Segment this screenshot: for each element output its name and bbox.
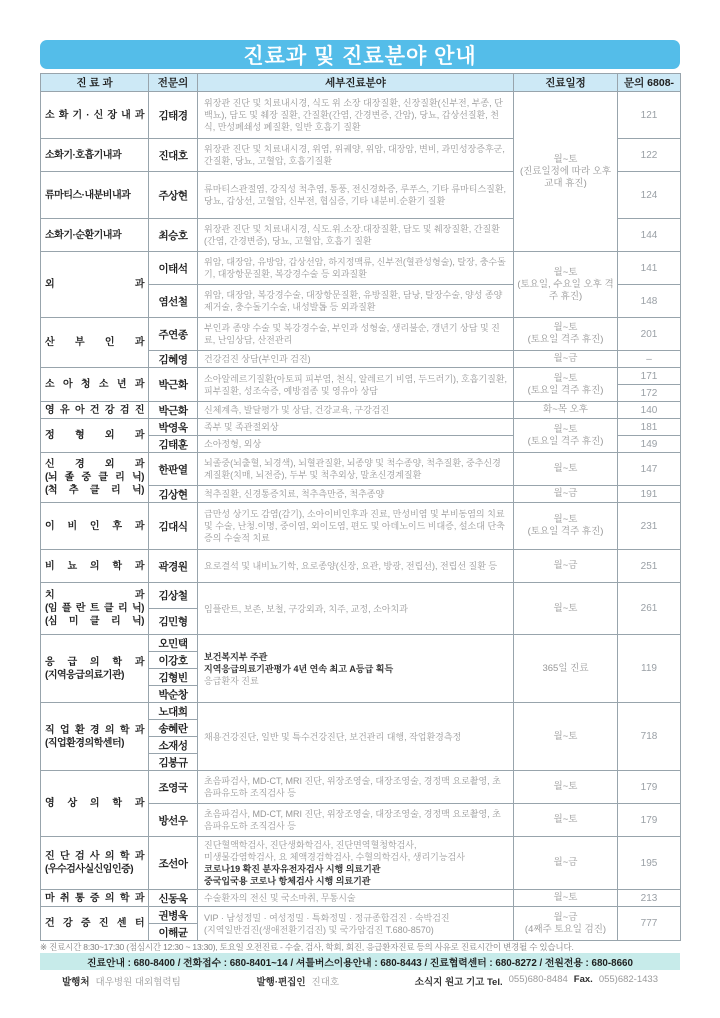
- hours-footnote: ※ 진료시간 8:30~17:30 (점심시간 12:30 ~ 13:30), 토요일 오전진료 - 수술, 검사, 학회, 회진, 응급환자진료 등의 사유로 진료시간이 변경될 수 있습니다.: [40, 942, 574, 952]
- doctor-cell: 곽경원: [149, 550, 198, 583]
- details-cell: 척추질환, 신경통증치료, 척추측만증, 척추종양: [198, 486, 514, 503]
- doctor-cell: 권병욱: [149, 907, 198, 924]
- details-cell: 보건복지부 주관 지역응급의료기관평가 4년 연속 최고 A등급 획득 응급환자 진료: [198, 635, 514, 703]
- details-cell: 족부 및 족관절외상: [198, 419, 514, 436]
- doctor-cell: 박순창: [149, 686, 198, 703]
- department-guide-table: [40, 73, 681, 941]
- details-cell: 위암, 대장암, 복강경수술, 대장항문질환, 유방질환, 담낭, 탈장수술, 양성 종양제거술, 충수돌기수술, 내성발톱 등 외과질환: [198, 285, 514, 318]
- department-cell: 영 상 의 학 과: [41, 771, 149, 837]
- schedule-cell: 월~금: [514, 550, 618, 583]
- doctor-cell: 신동욱: [149, 890, 198, 907]
- doctor-cell: 김형빈: [149, 669, 198, 686]
- doctor-cell: 오민택: [149, 635, 198, 652]
- details-cell: 위장관 진단 및 치료내시경, 위염, 위궤양, 위암, 대장암, 변비, 과민성장증후군, 간질환, 당뇨, 고혈압, 호흡기질환: [198, 139, 514, 172]
- schedule-cell: 월~토 (토요일 격주 휴진): [514, 503, 618, 550]
- table-row: [41, 703, 681, 720]
- phone-cell: 124: [618, 172, 681, 219]
- doctor-cell: 주연종: [149, 318, 198, 351]
- phone-cell: 144: [618, 219, 681, 252]
- department-cell: 정 형 외 과: [41, 419, 149, 453]
- phone-cell: 231: [618, 503, 681, 550]
- schedule-cell: 월~금 (4째주 토요일 검진): [514, 907, 618, 941]
- table-row: [41, 771, 681, 804]
- department-cell: 소 아 청 소 년 과: [41, 368, 149, 402]
- phone-cell: 140: [618, 402, 681, 419]
- schedule-cell: 월~토: [514, 890, 618, 907]
- schedule-cell: 월~토: [514, 771, 618, 804]
- doctor-cell: 이강호: [149, 652, 198, 669]
- table-row: [41, 890, 681, 907]
- doctor-cell: 김상현: [149, 486, 198, 503]
- details-cell: 부인과 종양 수술 및 복강경수술, 부인과 성형술, 생리불순, 갱년기 상담 및 진료, 난임상담, 산전관리: [198, 318, 514, 351]
- table-row: [41, 453, 681, 486]
- table-row: [41, 907, 681, 924]
- details-cell: 류마티스관절염, 강직성 척추염, 통풍, 전신경화증, 루푸스, 기타 류마티스질환, 당뇨, 갑상선, 고혈압, 신부전, 협심증, 기타 내분비.순환기 질환: [198, 172, 514, 219]
- doctor-cell: 진대호: [149, 139, 198, 172]
- doctor-cell: 조선아: [149, 837, 198, 890]
- phone-cell: 201: [618, 318, 681, 351]
- phone-cell: 179: [618, 771, 681, 804]
- table-row: [41, 402, 681, 419]
- phone-cell: 122: [618, 139, 681, 172]
- doctor-cell: 김태경: [149, 92, 198, 139]
- doctor-cell: 박근화: [149, 402, 198, 419]
- schedule-cell: 월~토: [514, 804, 618, 837]
- phone-cell: 251: [618, 550, 681, 583]
- table-row: [41, 837, 681, 890]
- details-cell: 초음파검사, MD-CT, MRI 진단, 위장조영술, 대장조영술, 경정맥 요로촬영, 초음파유도하 조직검사 등: [198, 771, 514, 804]
- doctor-cell: 이태석: [149, 252, 198, 285]
- details-cell: 위장관 진단 및 치료내시경, 식도 위 소장 대장질환, 신장질환(신부전, 부종, 단백뇨), 담도 및 췌장 질환, 간질환(간염, 간경변증, 간암), 당뇨, 갑상선질환, 천식, 만성폐쇄성 폐질환, 일반 호흡기 질환: [198, 92, 514, 139]
- phone-cell: 777: [618, 907, 681, 941]
- details-cell: 채용건강진단, 일반 및 특수건강진단, 보건관리 대행, 작업환경측정: [198, 703, 514, 771]
- table-row: [41, 503, 681, 550]
- table-row: [41, 252, 681, 285]
- department-cell: 진 단 검 사 의 학 과 (우수검사실신임인증): [41, 837, 149, 890]
- contact-phone-bar: 진료안내 : 680-8400 / 전화접수 : 680-8401~14 / 셔틀버스이용안내 : 680-8443 / 진료협력센터 : 680-8272 / 전원전용 : 680-8660: [40, 953, 680, 970]
- department-cell: 치 과 (임 플 란 트 클 리 닉) (심 미 클 리 닉): [41, 583, 149, 635]
- phone-cell: 121: [618, 92, 681, 139]
- col-header-doctor: 전문의: [149, 74, 198, 92]
- phone-cell: 171: [618, 368, 681, 385]
- doctor-cell: 박근화: [149, 368, 198, 402]
- doctor-cell: 소재성: [149, 737, 198, 754]
- details-cell: 수술환자의 전신 및 국소마취, 무통시술: [198, 890, 514, 907]
- col-header-department: 진 료 과: [41, 74, 149, 92]
- schedule-cell: 월~토: [514, 583, 618, 635]
- schedule-cell: 월~금: [514, 837, 618, 890]
- details-cell: 진단혈액학검사, 진단생화학검사, 진단면역혈청학검사, 미생물감염학검사, 요 체액경검학검사, 수혈의학검사, 생리기능검사 코로나19 확진 분자유전자검사 시행 의료기관 중국입국용 코로나 항체검사 시행 의료기관: [198, 837, 514, 890]
- department-cell: 신 경 외 과 (뇌 졸 중 클 리 닉) (척 추 클 리 닉): [41, 453, 149, 503]
- doctor-cell: 한판열: [149, 453, 198, 486]
- col-header-phone: 문의 6808-: [618, 74, 681, 92]
- doctor-cell: 김태훈: [149, 436, 198, 453]
- doctor-cell: 박영욱: [149, 419, 198, 436]
- phone-cell: 261: [618, 583, 681, 635]
- publisher-org: 발행처 대우병원 대외협력팀: [62, 977, 181, 988]
- doctor-cell: 김봉규: [149, 754, 198, 771]
- schedule-cell: 월~토: [514, 453, 618, 486]
- schedule-cell: 월~토: [514, 703, 618, 771]
- doctor-cell: 이해균: [149, 924, 198, 941]
- phone-cell: 191: [618, 486, 681, 503]
- department-cell: 류마티스·내분비내과: [41, 172, 149, 219]
- details-cell: 뇌졸중(뇌출혈, 뇌경색), 뇌혈관질환, 뇌종양 및 척수종양, 척추질환, 중추신경계질환(치매, 뇌전증), 두부 및 척추외상, 말초신경계질환: [198, 453, 514, 486]
- phone-cell: 718: [618, 703, 681, 771]
- table-row: [41, 419, 681, 436]
- doctor-cell: 김상철: [149, 583, 198, 609]
- department-cell: 건 강 증 진 센 터: [41, 907, 149, 941]
- phone-cell: 148: [618, 285, 681, 318]
- doctor-cell: 김혜영: [149, 351, 198, 368]
- department-cell: 산 부 인 과: [41, 318, 149, 368]
- details-cell: VIP · 남성정밀 · 여성정밀 · 특화정밀 · 정규종합검진 · 숙박검진 (지역일반검진(생애전환기검진) 및 국가암검진 T.680-8570): [198, 907, 514, 941]
- table-header-row: [41, 74, 681, 92]
- page-title: 진료과 및 진료분야 안내: [40, 40, 680, 69]
- details-cell: 소아정형, 외상: [198, 436, 514, 453]
- phone-cell: 141: [618, 252, 681, 285]
- schedule-cell: 월~토 (토요일 격주 휴진): [514, 318, 618, 351]
- details-cell: 신체계측, 발달평가 및 상담, 건강교육, 구강검진: [198, 402, 514, 419]
- phone-cell: 181: [618, 419, 681, 436]
- details-cell: 건강검진 상담(부인과 검진): [198, 351, 514, 368]
- department-cell: 응 급 의 학 과 (지역응급의료기관): [41, 635, 149, 703]
- table-row: [41, 550, 681, 583]
- phone-cell: 213: [618, 890, 681, 907]
- department-cell: 소화기·순환기내과: [41, 219, 149, 252]
- table-row: [41, 318, 681, 351]
- details-cell: 임플란트, 보존, 보철, 구강외과, 치주, 교정, 소아치과: [198, 583, 514, 635]
- doctor-cell: 김민형: [149, 609, 198, 635]
- doctor-cell: 방선우: [149, 804, 198, 837]
- schedule-cell: 화~목 오후: [514, 402, 618, 419]
- schedule-cell: 월~토 (토요일, 수요일 오후 격주 휴진): [514, 252, 618, 318]
- details-cell: 요로결석 및 내비뇨기학, 요로종양(신장, 요관, 방광, 전립선), 전립선 질환 등: [198, 550, 514, 583]
- publisher-line: [40, 974, 680, 988]
- doctor-cell: 조영국: [149, 771, 198, 804]
- table-row: [41, 368, 681, 385]
- details-cell: 소아알레르기질환(아토피 피부염, 천식, 알레르기 비염, 두드러기), 호흡기질환, 피부질환, 성조숙증, 예방접종 및 영유아 상담: [198, 368, 514, 402]
- details-cell: 위장관 진단 및 치료내시경, 식도.위.소장.대장질환, 담도 및 췌장질환, 간질환(간염, 간경변증), 당뇨, 고혈압, 호흡기 질환: [198, 219, 514, 252]
- col-header-schedule: 진료일정: [514, 74, 618, 92]
- details-cell: 위암, 대장암, 유방암, 갑상선암, 하지정맥류, 신부전(혈관성형술), 탈장, 충수돌기, 대장항문질환, 복강경수술 등 외과질환: [198, 252, 514, 285]
- department-cell: 이 비 인 후 과: [41, 503, 149, 550]
- schedule-cell: 월~금: [514, 351, 618, 368]
- table-row: [41, 635, 681, 652]
- department-cell: 영 유 아 건 강 검 진: [41, 402, 149, 419]
- phone-cell: 147: [618, 453, 681, 486]
- phone-cell: 149: [618, 436, 681, 453]
- schedule-cell: 월~토 (진료일정에 따라 오후 교대 휴진): [514, 92, 618, 252]
- doctor-cell: 염선철: [149, 285, 198, 318]
- table-row: [41, 92, 681, 139]
- publisher-editor: 발행·편집인 진대호: [256, 977, 340, 988]
- department-cell: 마 취 통 증 의 학 과: [41, 890, 149, 907]
- doctor-cell: 최승호: [149, 219, 198, 252]
- department-cell: 소화기·호흡기내과: [41, 139, 149, 172]
- schedule-cell: 월~토 (토요일 격주 휴진): [514, 419, 618, 453]
- department-cell: 외 과: [41, 252, 149, 318]
- phone-cell: 179: [618, 804, 681, 837]
- department-cell: 비 뇨 의 학 과: [41, 550, 149, 583]
- schedule-cell: 월~토 (토요일 격주 휴진): [514, 368, 618, 402]
- table-row: [41, 583, 681, 609]
- department-cell: 직 업 환 경 의 학 과 (직업환경의학센터): [41, 703, 149, 771]
- department-cell: 소 화 기 · 신 장 내 과: [41, 92, 149, 139]
- phone-cell: –: [618, 351, 681, 368]
- doctor-cell: 노대희: [149, 703, 198, 720]
- schedule-cell: 월~금: [514, 486, 618, 503]
- details-cell: 초음파검사, MD-CT, MRI 진단, 위장조영술, 대장조영술, 경정맥 요로촬영, 초음파유도하 조직검사 등: [198, 804, 514, 837]
- schedule-cell: 365일 진료: [514, 635, 618, 703]
- col-header-details: 세부진료분야: [198, 74, 514, 92]
- phone-cell: 195: [618, 837, 681, 890]
- details-cell: 급만성 상기도 감염(감기), 소아이비인후과 진료, 만성비염 및 부비동염의 치료 및 수술, 난청.이명, 중이염, 외이도염, 편도 및 아데노이드 비대증, 설소대 단축증의 수술적 치료: [198, 503, 514, 550]
- phone-cell: 172: [618, 385, 681, 402]
- doctor-cell: 송혜란: [149, 720, 198, 737]
- doctor-cell: 김대식: [149, 503, 198, 550]
- phone-cell: 119: [618, 635, 681, 703]
- publisher-contact: 소식지 원고 기고 Tel. 055)680-8484 Fax. 055)682-1433: [414, 974, 658, 988]
- doctor-cell: 주상현: [149, 172, 198, 219]
